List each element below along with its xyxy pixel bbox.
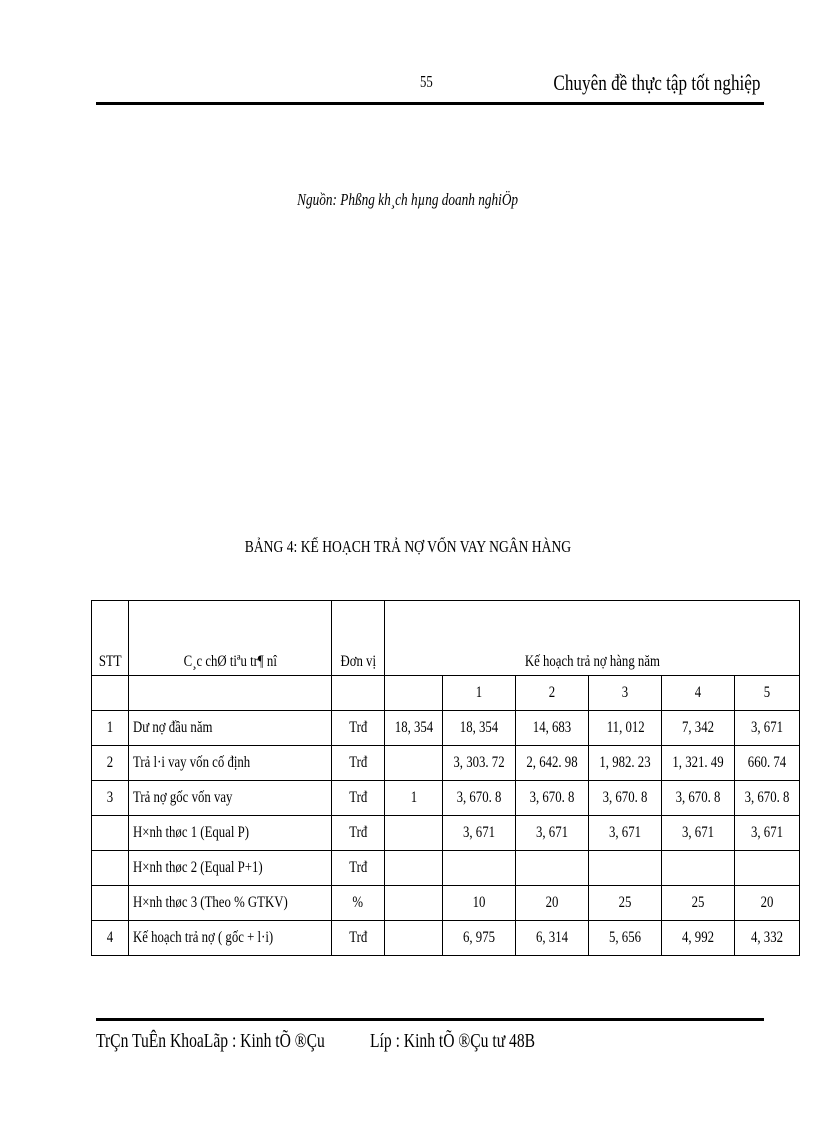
initial-cell	[385, 921, 443, 956]
value-cell: 6, 975	[443, 921, 516, 956]
indicator-cell: Trả nợ gốc vốn vay	[129, 781, 331, 816]
value-cell: 20	[735, 886, 800, 921]
value-cell	[662, 851, 735, 886]
value-cell: 3, 670. 8	[589, 781, 662, 816]
unit-cell: Trđ	[331, 781, 384, 816]
header-stt: STT	[92, 601, 129, 676]
value-cell: 3, 670. 8	[443, 781, 516, 816]
value-cell: 3, 303. 72	[443, 746, 516, 781]
indicator-cell: H×nh thøc 1 (Equal P)	[129, 816, 331, 851]
stt-cell	[92, 851, 129, 886]
value-cell: 18, 354	[443, 711, 516, 746]
value-cell: 4, 992	[662, 921, 735, 956]
value-cell: 14, 683	[516, 711, 589, 746]
value-cell	[516, 851, 589, 886]
value-cell: 6, 314	[516, 921, 589, 956]
value-cell: 3, 671	[662, 816, 735, 851]
value-cell: 3, 671	[516, 816, 589, 851]
table-row	[92, 746, 800, 781]
value-cell: 1, 321. 49	[662, 746, 735, 781]
value-cell: 3, 671	[589, 816, 662, 851]
table-row	[92, 851, 800, 886]
value-cell: 3, 671	[443, 816, 516, 851]
value-cell: 4, 332	[735, 921, 800, 956]
initial-cell	[385, 851, 443, 886]
value-cell	[443, 851, 516, 886]
value-cell: 3, 670. 8	[662, 781, 735, 816]
table-header-row	[92, 601, 800, 676]
source-note: Nguồn: Phßng kh¸ch hµng doanh nghiÖp	[297, 190, 519, 209]
stt-cell: 1	[92, 711, 129, 746]
value-cell	[589, 851, 662, 886]
initial-cell	[385, 746, 443, 781]
header-rule	[96, 102, 764, 105]
table-title: BẢNG 4: KẾ HOẠCH TRẢ NỢ VỐN VAY NGÂN HÀNG	[244, 537, 572, 556]
table-row	[92, 921, 800, 956]
indicator-cell: H×nh thøc 2 (Equal P+1)	[129, 851, 331, 886]
indicator-cell: Trả l·i vay vốn cố định	[129, 746, 331, 781]
header-indicator: C¸c chØ tiªu tr¶ nî	[129, 601, 331, 676]
value-cell: 3, 670. 8	[735, 781, 800, 816]
initial-cell	[385, 886, 443, 921]
stt-cell	[92, 886, 129, 921]
value-cell: 660. 74	[735, 746, 800, 781]
table-row	[92, 886, 800, 921]
initial-cell: 18, 354	[385, 711, 443, 746]
unit-cell: Trđ	[331, 921, 384, 956]
footer-author: TrÇn TuÊn KhoaLãp : Kinh tÕ ®Çu	[96, 1030, 325, 1052]
footer-class: Líp : Kinh tÕ ®Çu tư 48B	[370, 1030, 536, 1052]
header-unit: Đơn vị	[331, 601, 384, 676]
table-row	[92, 816, 800, 851]
value-cell: 3, 671	[735, 711, 800, 746]
stt-cell: 3	[92, 781, 129, 816]
year-row	[92, 676, 800, 711]
page-number: 55	[420, 72, 433, 91]
footer-rule	[96, 1018, 764, 1021]
unit-cell: Trđ	[331, 711, 384, 746]
initial-cell: 1	[385, 781, 443, 816]
table-row	[92, 781, 800, 816]
value-cell: 1, 982. 23	[589, 746, 662, 781]
value-cell: 2, 642. 98	[516, 746, 589, 781]
unit-cell: Trđ	[331, 851, 384, 886]
header-plan: Kế hoạch trả nợ hàng năm	[385, 601, 800, 676]
stt-cell: 2	[92, 746, 129, 781]
unit-cell: Trđ	[331, 746, 384, 781]
value-cell: 3, 670. 8	[516, 781, 589, 816]
value-cell: 10	[443, 886, 516, 921]
unit-cell: %	[331, 886, 384, 921]
value-cell: 20	[516, 886, 589, 921]
unit-cell: Trđ	[331, 816, 384, 851]
debt-repayment-table	[91, 600, 800, 956]
indicator-cell: H×nh thøc 3 (Theo % GTKV)	[129, 886, 331, 921]
value-cell: 7, 342	[662, 711, 735, 746]
initial-cell	[385, 816, 443, 851]
indicator-cell: Dư nợ đầu năm	[129, 711, 331, 746]
year-cell: 5	[735, 676, 800, 711]
value-cell: 3, 671	[735, 816, 800, 851]
stt-cell: 4	[92, 921, 129, 956]
value-cell: 5, 656	[589, 921, 662, 956]
stt-cell	[92, 816, 129, 851]
value-cell	[735, 851, 800, 886]
year-cell: 2	[516, 676, 589, 711]
value-cell: 11, 012	[589, 711, 662, 746]
value-cell: 25	[662, 886, 735, 921]
header-title: Chuyên đề thực tập tốt nghiệp	[552, 70, 760, 95]
year-cell: 3	[589, 676, 662, 711]
indicator-cell: Kế hoạch trả nợ ( gốc + l·i)	[129, 921, 331, 956]
year-cell: 1	[443, 676, 516, 711]
value-cell: 25	[589, 886, 662, 921]
year-cell: 4	[662, 676, 735, 711]
table-row	[92, 711, 800, 746]
